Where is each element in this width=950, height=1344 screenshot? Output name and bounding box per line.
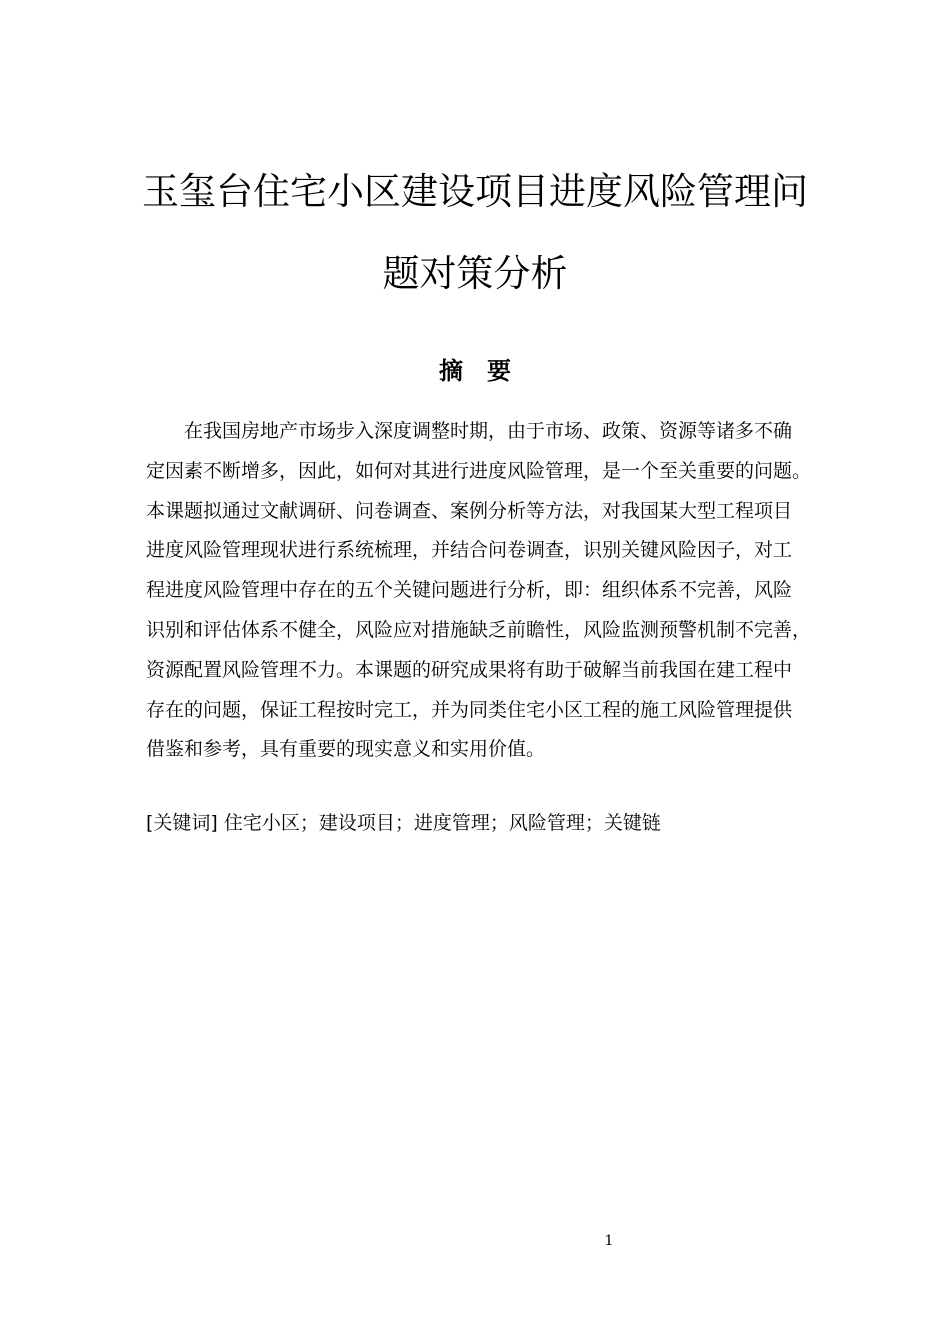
document-title-line-2: 题对策分析 [382, 252, 568, 295]
abstract-line: 资源配置风险管理不力。本课题的研究成果将有助于破解当前我国在建工程中 [146, 658, 793, 681]
abstract-line: 借鉴和参考，具有重要的现实意义和实用价值。 [146, 738, 546, 761]
keywords-label: [关键词] [146, 812, 218, 834]
page-number: 1 [604, 1233, 614, 1249]
abstract-line: 存在的问题，保证工程按时完工，并为同类住宅小区工程的施工风险管理提供 [146, 698, 793, 721]
document-title-line-1: 玉玺台住宅小区建设项目进度风险管理问 [142, 170, 808, 213]
abstract-line: 定因素不断增多，因此，如何对其进行进度风险管理，是一个至关重要的问题。 [146, 459, 812, 482]
abstract-line: 在我国房地产市场步入深度调整时期，由于市场、政策、资源等诸多不确 [184, 420, 793, 442]
abstract-line: 本课题拟通过文献调研、问卷调查、案例分析等方法，对我国某大型工程项目 [146, 499, 793, 522]
abstract-line: 识别和评估体系不健全，风险应对措施缺乏前瞻性，风险监测预警机制不完善， [146, 618, 812, 641]
abstract-body [146, 412, 826, 770]
abstract-line: 进度风险管理现状进行系统梳理，并结合问卷调查，识别关键风险因子，对工 [146, 539, 793, 562]
keywords-paragraph [146, 804, 661, 842]
keywords-text: 住宅小区；建设项目；进度管理；风险管理；关键链 [223, 812, 661, 834]
abstract-heading: 摘要 [439, 357, 535, 385]
abstract-line: 程进度风险管理中存在的五个关键问题进行分析，即：组织体系不完善，风险 [146, 579, 793, 602]
